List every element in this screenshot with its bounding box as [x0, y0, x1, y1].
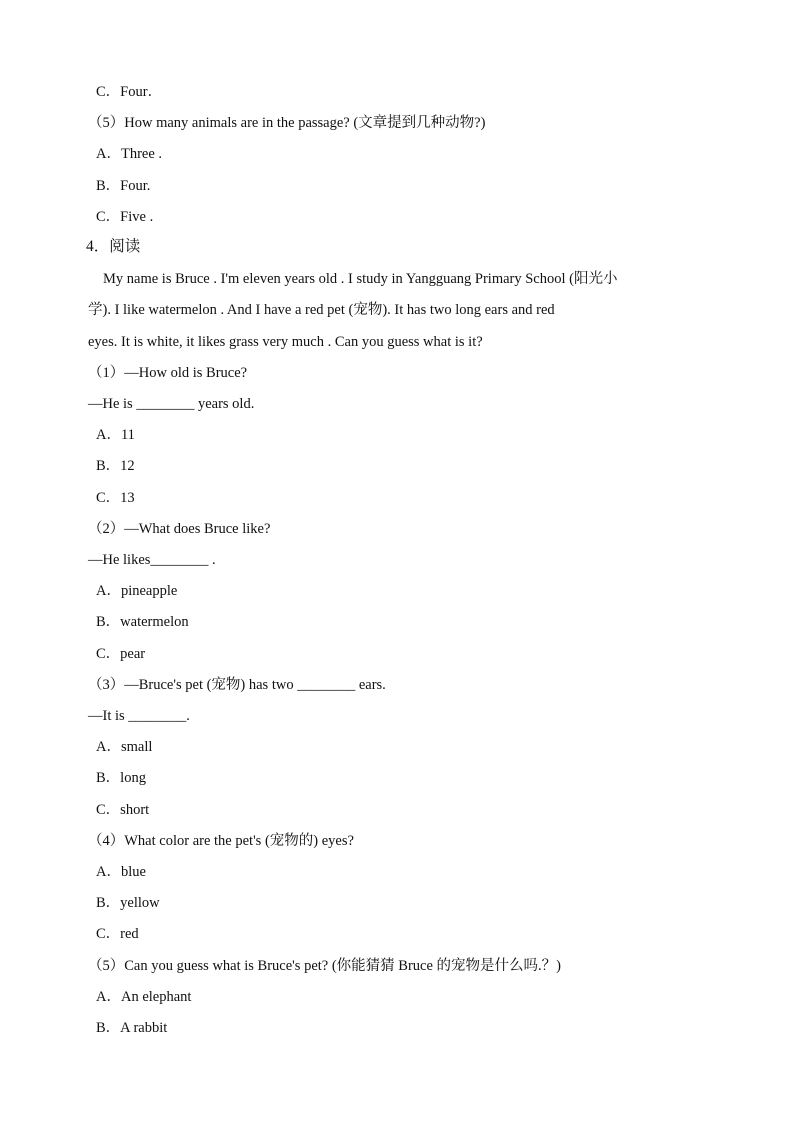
option-c-five: C．Five .	[96, 209, 154, 225]
q3-option-c: C．short	[96, 802, 150, 818]
q3-option-a: A．small	[96, 739, 153, 755]
question-3: （3）—Bruce's pet (宠物) has two ________ ears.	[88, 677, 386, 693]
q4-option-a: A．blue	[96, 864, 146, 880]
option-a-three: A．Three .	[96, 146, 163, 162]
q3-option-b: B．long	[96, 770, 146, 786]
q5-option-b: B．A rabbit	[96, 1020, 168, 1036]
q1-option-b: B．12	[96, 458, 135, 474]
q1-option-a: A．11	[96, 427, 135, 443]
answer-1-blank: —He is ________ years old.	[88, 396, 255, 412]
question-5-pet: （5）Can you guess what is Bruce's pet? (你能猜猜 Bruce 的宠物是什么吗.？)	[88, 958, 561, 974]
q2-option-a: A．pineapple	[96, 583, 178, 599]
passage-line-2: 学). I like watermelon . And I have a red pet (宠物). It has two long ears and red	[88, 302, 555, 318]
option-c-four: C．Four．	[96, 84, 163, 100]
question-1: （1）—How old is Bruce?	[88, 365, 248, 381]
passage-line-1: My name is Bruce . I'm eleven years old . I study in Yangguang Primary School (阳光小	[103, 271, 618, 287]
q5-option-a: A．An elephant	[96, 989, 192, 1005]
q4-option-c: C．red	[96, 926, 139, 942]
q2-option-b: B．watermelon	[96, 614, 189, 630]
answer-3-blank: —It is ________.	[88, 708, 190, 724]
option-b-four: B．Four.	[96, 178, 151, 194]
q2-option-c: C．pear	[96, 646, 146, 662]
passage-line-3: eyes. It is white, it likes grass very much . Can you guess what is it?	[88, 334, 483, 350]
question-5-animals: （5）How many animals are in the passage? (文章提到几种动物?)	[88, 115, 486, 131]
q4-option-b: B．yellow	[96, 895, 160, 911]
section-heading-reading: 4．阅读	[86, 238, 141, 255]
answer-2-blank: —He likes________ .	[88, 552, 216, 568]
question-4: （4）What color are the pet's (宠物的) eyes?	[88, 833, 354, 849]
question-2: （2）—What does Bruce like?	[88, 521, 271, 537]
q1-option-c: C．13	[96, 490, 135, 506]
